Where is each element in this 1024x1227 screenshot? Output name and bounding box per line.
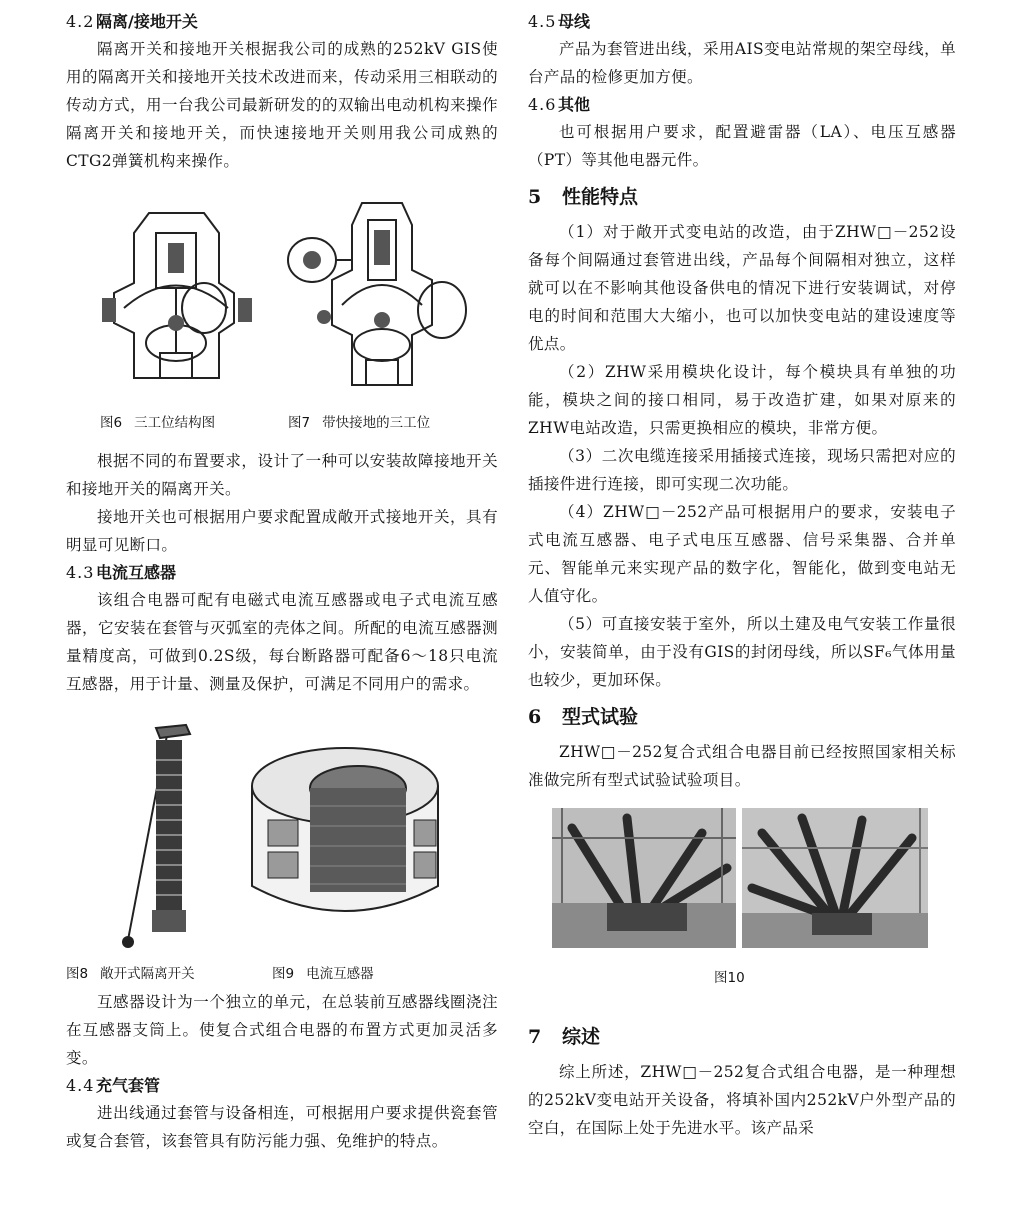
- figure-number: 图6: [100, 415, 123, 431]
- section-heading-4-2: [66, 8, 498, 35]
- section-title: 型式试验: [562, 706, 639, 728]
- figure-8-caption: [66, 962, 195, 982]
- figure-row-8-9: [66, 698, 498, 988]
- figure-caption-text: 敞开式隔离开关: [100, 966, 195, 982]
- left-column: [66, 0, 498, 1155]
- section-heading-5: [528, 182, 956, 212]
- paragraph-5-2: （2）ZHW采用模块化设计，每个模块具有单独的功能，模块之间的接口相同，易于改造扩建，如果对原来的ZHW电站改造，只需更换相应的模块，非常方便。: [528, 363, 956, 437]
- section-heading-4-6: [528, 91, 956, 118]
- figure-caption-text: 电流互感器: [306, 966, 374, 982]
- section-title: 性能特点: [562, 186, 639, 208]
- section-number: 4.2: [66, 12, 95, 31]
- figure-row-6-7: [66, 175, 498, 447]
- figure-caption-text: 三工位结构图: [134, 415, 216, 431]
- figure-10-caption: [714, 966, 745, 986]
- paragraph-4-2-c: 接地开关也可根据用户要求配置成敞开式接地开关，具有明显可见断口。: [66, 508, 498, 554]
- section-heading-4-3: [66, 559, 498, 586]
- figure-number: 图10: [714, 970, 745, 986]
- section-title: 充气套管: [96, 1076, 161, 1095]
- section-heading-6: [528, 702, 956, 732]
- section-number: 4.3: [66, 563, 95, 582]
- section-title: 综述: [562, 1026, 601, 1048]
- figure-10-photo-left: [552, 808, 736, 948]
- figure-caption-text: 带快接地的三工位: [322, 415, 431, 431]
- figure-9-caption: [272, 962, 374, 982]
- figure-row-10: [528, 794, 956, 1014]
- section-number: 4.4: [66, 1076, 95, 1095]
- figure-6-image: [94, 203, 260, 399]
- section-number: 4.6: [528, 95, 557, 114]
- section-heading-7: [528, 1022, 956, 1052]
- paragraph-4-3-b: 互感器设计为一个独立的单元，在总装前互感器线圈浇注在互感器支筒上。使复合式组合电器的布置方式更加灵活多变。: [66, 993, 498, 1067]
- figure-10-photo-right: [742, 808, 928, 948]
- section-title: 其他: [558, 95, 591, 114]
- paragraph-4-6: 也可根据用户要求，配置避雷器（LA）、电压互感器（PT）等其他电器元件。: [528, 123, 956, 169]
- figure-8-image: [98, 720, 204, 950]
- paragraph-4-2-b: 根据不同的布置要求，设计了一种可以安装故障接地开关和接地开关的隔离开关。: [66, 452, 498, 498]
- section-number: 6: [528, 706, 543, 728]
- section-title: 隔离/接地开关: [96, 12, 198, 31]
- section-title: 母线: [558, 12, 591, 31]
- right-column: [528, 0, 956, 1142]
- paragraph-4-5: 产品为套管进出线，采用AIS变电站常规的架空母线，单台产品的检修更加方便。: [528, 40, 956, 86]
- paragraph-7: 综上所述，ZHW□－252复合式组合电器，是一种理想的252kV变电站开关设备，将填补国内252kV户外型产品的空白，在国际上处于先进水平。该产品采: [528, 1063, 956, 1137]
- figure-9-image: [242, 736, 448, 926]
- paragraph-5-4: （4）ZHW□－252产品可根据用户的要求，安装电子式电流互感器、电子式电压互感器、信号采集器、合并单元、智能单元来实现产品的数字化，智能化，做到变电站无人值守化。: [528, 503, 956, 605]
- section-number: 7: [528, 1026, 543, 1048]
- section-number: 4.5: [528, 12, 557, 31]
- paragraph-4-3: 该组合电器可配有电磁式电流互感器或电子式电流互感器，它安装在套管与灭弧室的壳体之间。所配的电流互感器测量精度高，可做到0.2S级，每台断路器可配备6～18只电流互感器，用于计量、测量及保护，可满足不同用户的需求。: [66, 591, 498, 693]
- paragraph-5-1: （1）对于敞开式变电站的改造，由于ZHW□－252设备每个间隔通过套管进出线，产品每个间隔相对独立，这样就可以在不影响其他设备供电的情况下进行安装调试，对停电的时间和范围大大缩小，也可以加快变电站的建设速度等优点。: [528, 223, 956, 353]
- figure-7-caption: [288, 411, 430, 431]
- paragraph-6: ZHW□－252复合式组合电器目前已经按照国家相关标准做完所有型式试验试验项目。: [528, 743, 956, 789]
- paragraph-4-4: 进出线通过套管与设备相连，可根据用户要求提供瓷套管或复合套管，该套管具有防污能力强、免维护的特点。: [66, 1104, 498, 1150]
- section-heading-4-4: [66, 1072, 498, 1099]
- figure-number: 图9: [272, 966, 295, 982]
- figure-6-caption: [100, 411, 215, 431]
- paragraph-4-2: 隔离开关和接地开关根据我公司的成熟的252kV GIS使用的隔离开关和接地开关技术改进而来，传动采用三相联动的传动方式，用一台我公司最新研发的的双输出电动机构来操作隔离开关和接地开关，而快速接地开关则用我公司成熟的CTG2弹簧机构来操作。: [66, 40, 498, 170]
- section-heading-4-5: [528, 8, 956, 35]
- paragraph-5-3: （3）二次电缆连接采用插接式连接，现场只需把对应的插接件进行连接，即可实现二次功能。: [528, 447, 956, 493]
- figure-number: 图7: [288, 415, 311, 431]
- paragraph-5-5: （5）可直接安装于室外，所以土建及电气安装工作量很小，安装简单，由于没有GIS的封闭母线，所以SF₆气体用量也较少，更加环保。: [528, 615, 956, 689]
- figure-7-image: [282, 195, 478, 401]
- figure-number: 图8: [66, 966, 89, 982]
- section-number: 5: [528, 186, 543, 208]
- section-title: 电流互感器: [96, 563, 177, 582]
